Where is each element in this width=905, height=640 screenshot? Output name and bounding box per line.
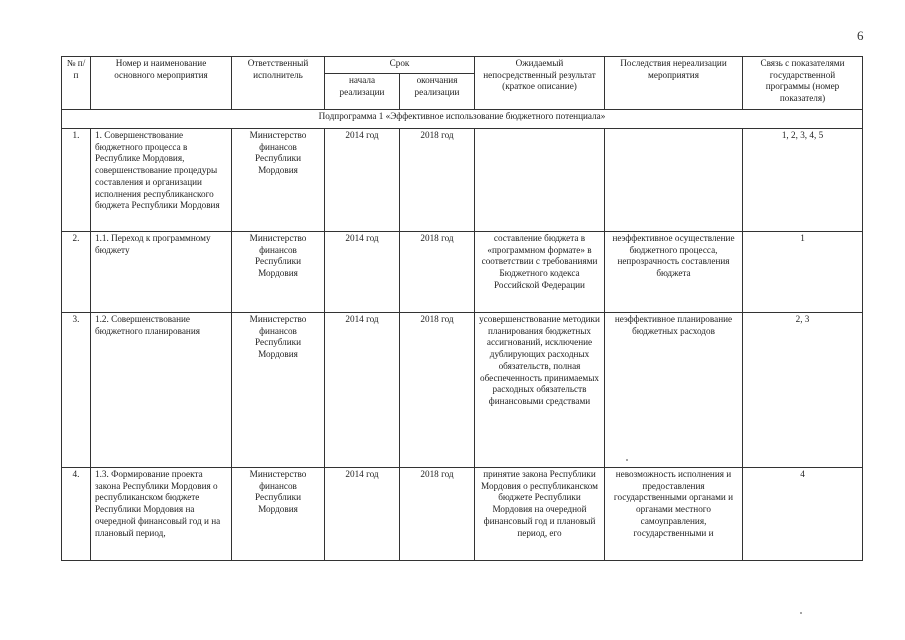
- subprogram-row: [62, 110, 863, 129]
- row-executor: Министерство финансов Республики Мордовия: [232, 232, 325, 313]
- header-executor: Ответственный исполнитель: [232, 57, 325, 110]
- page-number: 6: [857, 28, 864, 43]
- row-name: 1.3. Формирование проекта закона Республики Мордовия о республиканском бюджете Республики Мордовия на очередной финансовый год и на плановый период,: [91, 468, 232, 561]
- header-num: № п/п: [62, 57, 91, 110]
- row-num: 1.: [62, 129, 91, 232]
- row-num: 4.: [62, 468, 91, 561]
- row-name: 1. Совершенствование бюджетного процесса в Республике Мордовия, совершенствование процедуры составления и организации исполнения республиканского бюджета Республики Мордовия: [91, 129, 232, 232]
- activities-table: [61, 56, 863, 561]
- row-num: 2.: [62, 232, 91, 313]
- row-consequences: неэффективное планирование бюджетных расходов: [605, 313, 743, 468]
- row-end: 2018 год: [400, 129, 475, 232]
- row-result: принятие закона Республики Мордовия о республиканском бюджете Республики Мордовия на очередной финансовый год и плановый период, его: [475, 468, 605, 561]
- row-executor: Министерство финансов Республики Мордовия: [232, 468, 325, 561]
- row-num: 3.: [62, 313, 91, 468]
- table-row: [62, 468, 863, 561]
- table-row: [62, 232, 863, 313]
- row-end: 2018 год: [400, 232, 475, 313]
- row-start: 2014 год: [325, 129, 400, 232]
- table-row: [62, 129, 863, 232]
- row-consequences: [605, 129, 743, 232]
- header-row: [62, 57, 863, 74]
- header-term: Срок: [325, 57, 475, 74]
- header-name: Номер и наименование основного мероприятия: [91, 57, 232, 110]
- header-consequences: Последствия нереализации мероприятия: [605, 57, 743, 110]
- header-term-end: окончания реализации: [400, 74, 475, 110]
- row-result: усовершенствование методики планирования бюджетных ассигнований, исключение дублирующих расходных обязательств, полная обеспеченность принимаемых расходных обязательств финансовыми средствами: [475, 313, 605, 468]
- scan-speck: [800, 612, 802, 614]
- row-link: 1: [743, 232, 863, 313]
- row-executor: Министерство финансов Республики Мордовия: [232, 129, 325, 232]
- row-result: [475, 129, 605, 232]
- table-row: [62, 313, 863, 468]
- header-link: Связь с показателями государственной программы (номер показателя): [743, 57, 863, 110]
- row-link: 1, 2, 3, 4, 5: [743, 129, 863, 232]
- row-link: 4: [743, 468, 863, 561]
- row-name: 1.2. Совершенствование бюджетного планирования: [91, 313, 232, 468]
- row-link: 2, 3: [743, 313, 863, 468]
- row-name: 1.1. Переход к программному бюджету: [91, 232, 232, 313]
- header-term-start: начала реализации: [325, 74, 400, 110]
- row-executor: Министерство финансов Республики Мордовия: [232, 313, 325, 468]
- row-end: 2018 год: [400, 313, 475, 468]
- row-start: 2014 год: [325, 313, 400, 468]
- row-consequences: невозможность исполнения и предоставления государственными органами и органами местного самоуправления, государственными и: [605, 468, 743, 561]
- scan-speck: [626, 459, 628, 461]
- row-end: 2018 год: [400, 468, 475, 561]
- row-start: 2014 год: [325, 468, 400, 561]
- row-result: составление бюджета в «программном формате» в соответствии с требованиями Бюджетного кодекса Российской Федерации: [475, 232, 605, 313]
- header-result: Ожидаемый непосредственный результат (краткое описание): [475, 57, 605, 110]
- row-start: 2014 год: [325, 232, 400, 313]
- row-consequences: неэффективное осуществление бюджетного процесса, непрозрачность составления бюджета: [605, 232, 743, 313]
- subprogram-title: Подпрограмма 1 «Эффективное использование бюджетного потенциала»: [62, 110, 863, 129]
